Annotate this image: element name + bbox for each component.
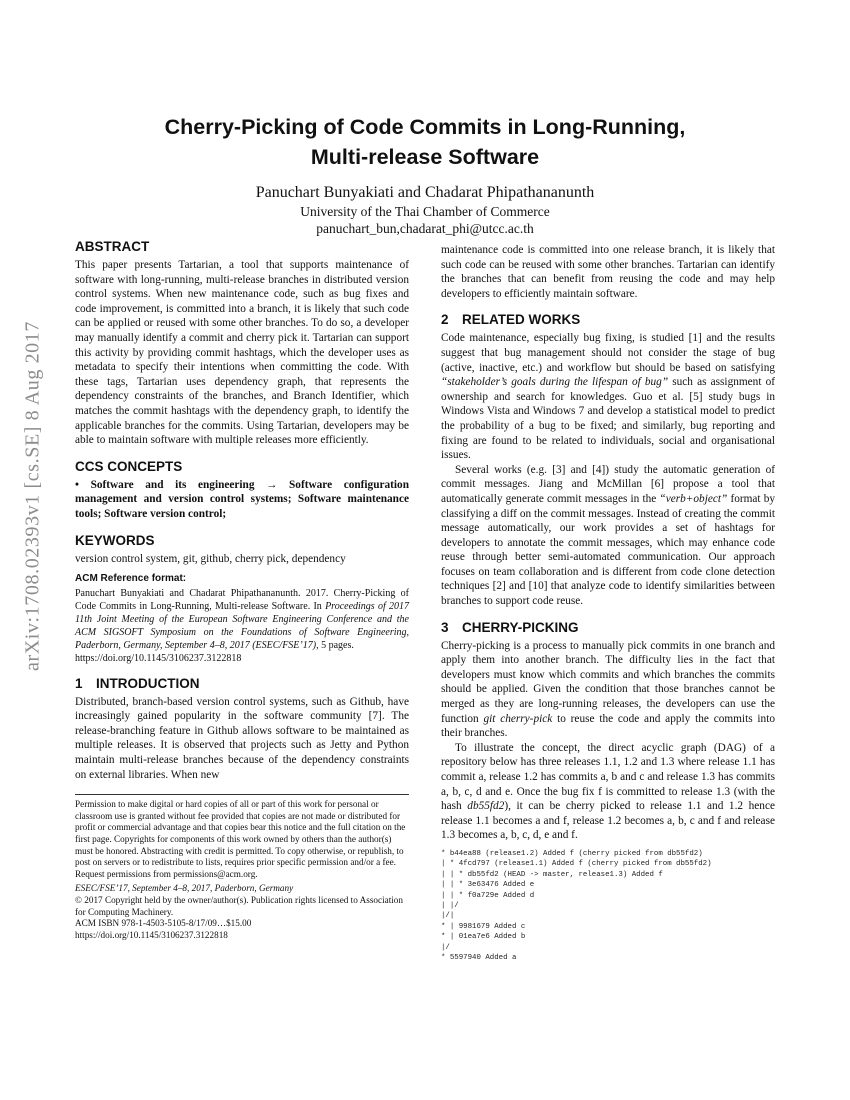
venue-italic: ESEC/FSE’17, September 4–8, 2017, Paderborn, Germany	[75, 883, 294, 894]
isbn-text: ACM ISBN 978-1-4503-5105-8/17/09…$15.00	[75, 918, 252, 929]
related-para-2	[441, 463, 775, 609]
acm-reference-text: Panuchart Bunyakiati and Chadarat Phipathananunth. 2017. Cherry-Picking of Code Commits in Long-Running, Multi-release Software. In	[75, 587, 409, 612]
intro-number: 1	[75, 675, 83, 691]
acm-reference-pages: 5 pages.	[318, 639, 354, 651]
right-column	[441, 243, 775, 963]
arxiv-identifier: arXiv:1708.02393v1 [cs.SE] 8 Aug 2017	[21, 321, 44, 671]
left-column	[75, 238, 409, 941]
cherry-heading	[441, 619, 775, 636]
related-p2-quote: “verb+object”	[659, 492, 728, 505]
ccs-heading: CCS CONCEPTS	[75, 458, 183, 474]
related-p2-text-2: format by classifying a diff on the commit messages. Instead of creating the commit message automatically, our work provides a set of hashtags for developers to annotate the commit messages, which may enhance code reuse through better semi-automated communication. Our approach focuses on team collaboration and is different from code clone detection techniques [2] and [10] that analyze code to identify similarities between branches to support code reuse.	[441, 492, 776, 608]
permission-text: Permission to make digital or hard copies of all or part of this work for personal or classroom use is granted without fee provided that copies are not made or distributed for profit or commercial advantage and that copies bear this notice and the full citation on the first page. Copyrights for components of this work owned by others than the author(s) must be honored. Abstracting with credit is permitted. To copy otherwise, or republish, to post on servers or to redistribute to lists, requires prior specific permission and/or a fee. Request permissions from permissions@acm.org.	[75, 799, 406, 879]
title-line-1: Cherry-Picking of Code Commits in Long-Running,	[164, 115, 686, 139]
abstract-heading: ABSTRACT	[75, 239, 150, 254]
related-p2-text: Several works (e.g. [3] and [4]) study the automatic generation of commit messages. Jiang and McMillan [6] propose a tool that automatically generate commit messages in the	[441, 463, 775, 505]
related-heading	[441, 311, 775, 328]
cherry-para-1	[441, 639, 775, 741]
intro-title: INTRODUCTION	[96, 675, 200, 691]
intro-body: Distributed, branch-based version control systems, such as Github, have increasingly gained popularity in the software community [7]. The release-branching feature in Github allows software to be maintained as multiple releases. It is observed that projects such as Jetty and Python maintain multi-release branches because of the dependency constraints on external libraries. When new	[75, 695, 409, 781]
cherry-p1-code: git cherry-pick	[483, 712, 553, 725]
cherry-p1-text-2: to reuse the code and apply the commits into their branches.	[441, 712, 775, 740]
intro-heading	[75, 675, 409, 692]
git-log-graph: * b44ea88 (release1.2) Added f (cherry picked from db55fd2) | * 4fcd797 (release1.1) Added f (cherry picked from db55fd2) | | * db55fd2 (HEAD -> master, release1.3) Added f | | * 3e63476 Added e | | * f0a729e Added d | |/ |/| * | 9981679 Added c * | 01ea7e6 Added b |/ * 5597940 Added a	[441, 849, 712, 963]
related-para-1	[441, 331, 775, 462]
paper-header	[75, 112, 775, 237]
copyright-text: © 2017 Copyright held by the owner/author(s). Publication rights licensed to Association for Computing Machinery.	[75, 895, 403, 917]
permission-footnote	[75, 794, 409, 941]
acm-reference-body	[75, 587, 409, 665]
affiliation: University of the Thai Chamber of Commerce	[300, 204, 550, 219]
acm-reference-proceedings: Proceedings of 2017 11th Joint Meeting of the European Software Engineering Conference and the ACM SIGSOFT Symposium on the Foundations of Software Engineering, Paderborn, Germany, September 4–8, 2017 (ESEC/FSE’17),	[75, 600, 409, 651]
intro-continued: maintenance code is committed into one release branch, it is likely that such code can be reused with some other branches. Tartarian can identify the branches that can benefit from reusing the code and may help developers to efficiently maintain software.	[441, 244, 775, 300]
related-p1-text-2: such as assignment of ownership and search for knowledges. Guo et al. [5] study bugs in Windows Vista and Windows 7 and develop a statistical model to predict the probability of a bug to be fixed; and similarly, bug reporting and fixing are found to be related to individuals, social and organisational issues.	[441, 376, 775, 462]
venue-text	[75, 883, 409, 895]
cherry-para-2	[441, 741, 775, 843]
author-email: panuchart_bun,chadarat_phi@utcc.ac.th	[316, 221, 534, 236]
keywords-body: version control system, git, github, cherry pick, dependency	[75, 552, 346, 565]
related-p1-text: Code maintenance, especially bug fixing, is studied [1] and the results suggest that bug management should not consider the stage of bug (active, inactive, etc.) and workflow but should be based on satisfying	[441, 332, 775, 374]
ccs-body: • Software and its engineering → Software configuration management and version control systems; Software maintenance tools; Software version control;	[75, 478, 409, 520]
related-number: 2	[441, 312, 449, 328]
cherry-number: 3	[441, 619, 449, 635]
cherry-p2-hash: db55fd2	[467, 800, 505, 813]
acm-reference-heading: ACM Reference format:	[75, 573, 187, 585]
cherry-title: CHERRY-PICKING	[462, 619, 579, 635]
abstract-body: This paper presents Tartarian, a tool that supports maintenance of software with long-running, multi-release branches in distributed version control systems. When new maintenance code, such as bug fixes and code improvement, is committed into a branch, it is likely that such code can be applied or reused with some other branches. To do so, a developer may manually identify a commit and cherry pick it. Tartarian can support this activity by providing commit hashtags, which the developer uses as metadata to specify their intentions when committing the code. With these tags, Tartarian uses dependency graph, that represents the dependency constraints of the branches, and Branch Identifier, which matches the commit hashtags with the dependency graph, to identify the applicable branches for the commits. Using Tartarian, developers may be able to maintain software with multiple releases more efficiently.	[75, 259, 409, 447]
related-p1-quote: “stakeholder’s goals during the lifespan of bug”	[441, 376, 669, 389]
arxiv-side-stamp	[14, 296, 52, 696]
cherry-p1-text: Cherry-picking is a process to manually pick commits in one branch and apply them into another branch. The difficulty lies in the fact that developers must know which commits and which branches the commits should be applied. Given the condition that those branches cannot be merged as they are long-running releases, the developers can use the function	[441, 639, 775, 725]
cherry-p2-text-2: ), it can be cherry picked to release 1.1 and 1.2 hence release 1.1 becomes a and f, release 1.2 becomes a, b, c and f and release 1.3 becomes a, b, c, d, e and f.	[441, 800, 775, 842]
related-title: RELATED WORKS	[462, 312, 581, 328]
paper-title	[75, 112, 775, 172]
acm-reference-doi[interactable]: https://doi.org/10.1145/3106237.3122818	[75, 652, 242, 664]
footnote-doi[interactable]: https://doi.org/10.1145/3106237.3122818	[75, 929, 228, 940]
authors: Panuchart Bunyakiati and Chadarat Phipathananunth	[255, 184, 595, 201]
keywords-heading: KEYWORDS	[75, 532, 155, 548]
title-line-2: Multi-release Software	[310, 145, 540, 169]
cherry-p2-text: To illustrate the concept, the direct acyclic graph (DAG) of a repository below has three releases 1.1, 1.2 and 1.3 where release 1.1 has commit a, release 1.2 has commits a, b and c and release 1.3 has commits a, b, c, d and e. Once the bug fix f is committed to release 1.3 (with the hash	[441, 741, 775, 813]
